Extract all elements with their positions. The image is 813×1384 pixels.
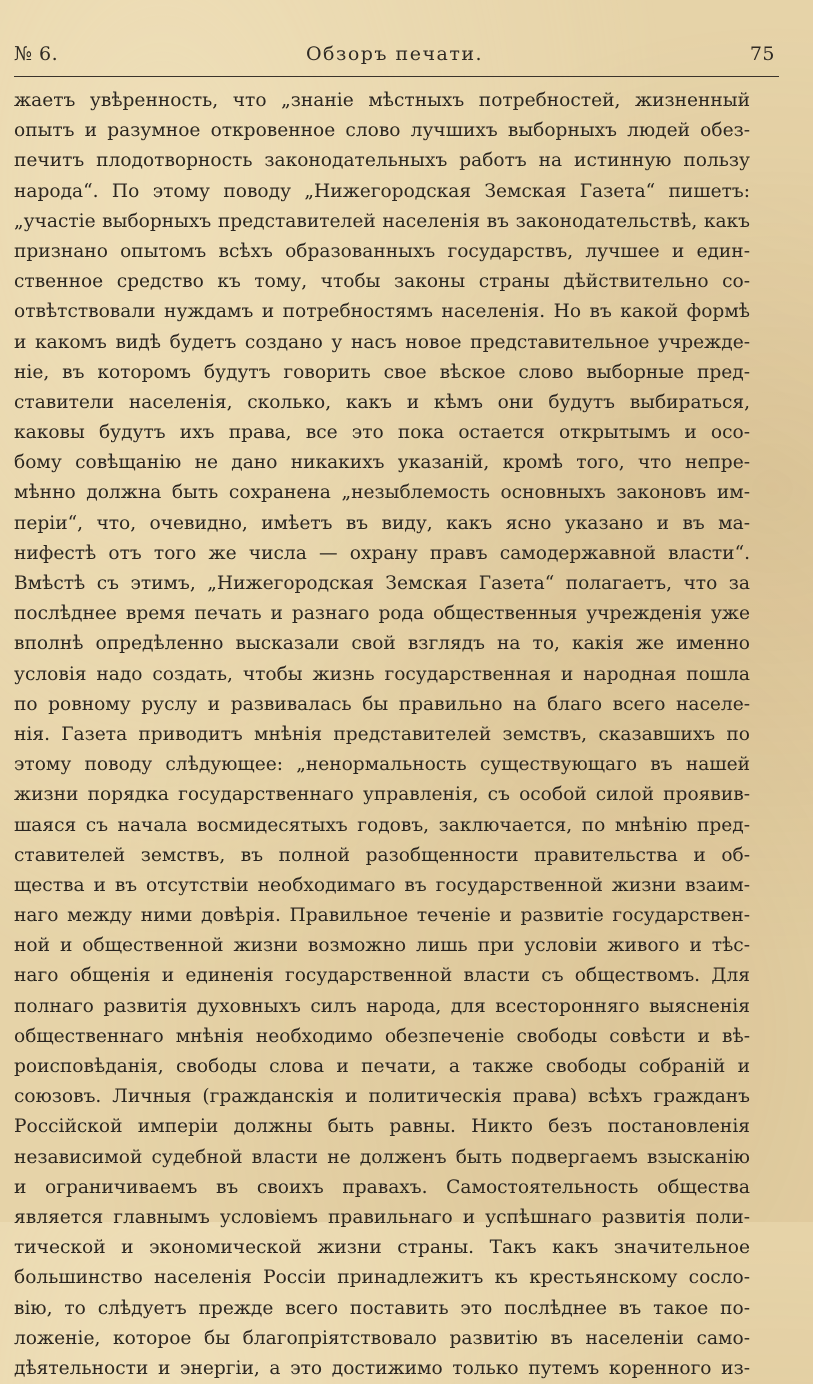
- text-line: большинство населенія Россіи принадлежитъ къ крестьянскому сосло-: [14, 1267, 750, 1289]
- text-line: „участіе выборныхъ представителей населенія въ законодательствѣ, какъ: [14, 210, 750, 232]
- text-line: послѣднее время печать и разнаго рода общественныя учрежденія уже: [14, 603, 750, 625]
- text-line: наго общенія и единенія государственной власти съ обществомъ. Для: [14, 965, 750, 987]
- text-line: періи“, что, очевидно, имѣетъ въ виду, какъ ясно указано и въ ма-: [14, 512, 750, 534]
- text-line: Россійской имперіи должны быть равны. Никто безъ постановленія: [14, 1116, 750, 1138]
- text-line: общественнаго мнѣнія необходимо обезпеченіе свободы совѣсти и вѣ-: [14, 1025, 750, 1047]
- text-line: тической и экономической жизни страны. Такъ какъ значительное: [14, 1237, 750, 1259]
- text-line: наго между ними довѣрія. Правильное теченіе и развитіе государствен-: [14, 905, 750, 927]
- page-number: 75: [749, 43, 775, 65]
- text-line: ставителей земствъ, въ полной разобщенности правительства и об-: [14, 844, 750, 866]
- text-line: шаяся съ начала восмидесятыхъ годовъ, заключается, по мнѣнію пред-: [14, 814, 750, 836]
- page-header: [14, 40, 775, 68]
- text-line: союзовъ. Личныя (гражданскія и политическія права) всѣхъ гражданъ: [14, 1086, 750, 1108]
- text-line: ственное средство къ тому, чтобы законы страны дѣйствительно со-: [14, 271, 750, 293]
- text-line: отвѣтствовали нуждамъ и потребностямъ населенія. Но въ какой формѣ: [14, 301, 750, 323]
- text-line: условія надо создать, чтобы жизнь государственная и народная пошла: [14, 663, 750, 685]
- text-line: печитъ плодотворность законодательныхъ работъ на истинную пользу: [14, 150, 750, 172]
- text-line: признано опытомъ всѣхъ образованныхъ государствъ, лучшее и един-: [14, 240, 750, 262]
- text-line: роисповѣданія, свободы слова и печати, а также свободы собраній и: [14, 1056, 750, 1077]
- text-line: по ровному руслу и развивалась бы правильно на благо всего населе-: [14, 693, 750, 715]
- text-line: и ограничиваемъ въ своихъ правахъ. Самостоятельность общества: [14, 1176, 750, 1198]
- text-line: независимой судебной власти не долженъ быть подвергаемъ взысканію: [14, 1146, 750, 1168]
- text-line: полнаго развитія духовныхъ силъ народа, для всесторонняго выясненія: [14, 995, 750, 1017]
- issue-number: № 6.: [14, 43, 59, 65]
- text-line: нифестѣ отъ того же числа — охрану правъ самодержавной власти“.: [14, 542, 750, 564]
- text-line: является главнымъ условіемъ правильнаго и успѣшнаго развитія поли-: [14, 1206, 750, 1228]
- text-line: жизни порядка государственнаго управленія, съ особой силой проявив-: [14, 784, 750, 806]
- text-line: ной и общественной жизни возможно лишь при условіи живого и тѣс-: [14, 935, 750, 957]
- text-line: ложеніе, которое бы благопріятствовало развитію въ населеніи само-: [14, 1327, 750, 1349]
- text-line: вію, то слѣдуетъ прежде всего поставить это послѣднее въ такое по-: [14, 1297, 750, 1319]
- text-line: жаетъ увѣренность, что „знаніе мѣстныхъ потребностей, жизненный: [14, 90, 750, 111]
- text-line: и какомъ видѣ будетъ создано у насъ новое представительное учрежде-: [14, 331, 750, 353]
- text-line: этому поводу слѣдующее: „ненормальность существующаго въ нашей: [14, 754, 750, 776]
- running-title: Обзоръ печати.: [305, 43, 484, 65]
- text-line: каковы будутъ ихъ права, все это пока остается открытымъ и осо-: [14, 422, 750, 444]
- header-rule: [14, 76, 779, 77]
- text-line: щества и въ отсутствіи необходимаго въ государственной жизни взаим-: [14, 874, 750, 896]
- text-line: бому совѣщанію не дано никакихъ указаній, кромѣ того, что непре-: [14, 452, 750, 474]
- text-line: вполнѣ опредѣленно высказали свой взглядъ на то, какія же именно: [14, 633, 750, 655]
- text-line: дѣятельности и энергіи, а это достижимо только путемъ коренного из-: [14, 1357, 750, 1379]
- text-line: ніе, въ которомъ будутъ говорить свое вѣское слово выборные пред-: [14, 361, 750, 383]
- text-line: Вмѣстѣ съ этимъ, „Нижегородская Земская Газета“ полагаетъ, что за: [14, 573, 750, 594]
- text-line: мѣнно должна быть сохранена „незыблемость основныхъ законовъ им-: [14, 482, 750, 504]
- text-line: нія. Газета приводитъ мнѣнія представителей земствъ, сказавшихъ по: [14, 723, 750, 745]
- text-line: ставители населенія, сколько, какъ и кѣмъ они будутъ выбираться,: [14, 391, 750, 413]
- body-text: [14, 86, 750, 1384]
- text-line: народа“. По этому поводу „Нижегородская Земская Газета“ пишетъ:: [14, 180, 750, 202]
- text-line: опытъ и разумное откровенное слово лучшихъ выборныхъ людей обез-: [14, 120, 750, 142]
